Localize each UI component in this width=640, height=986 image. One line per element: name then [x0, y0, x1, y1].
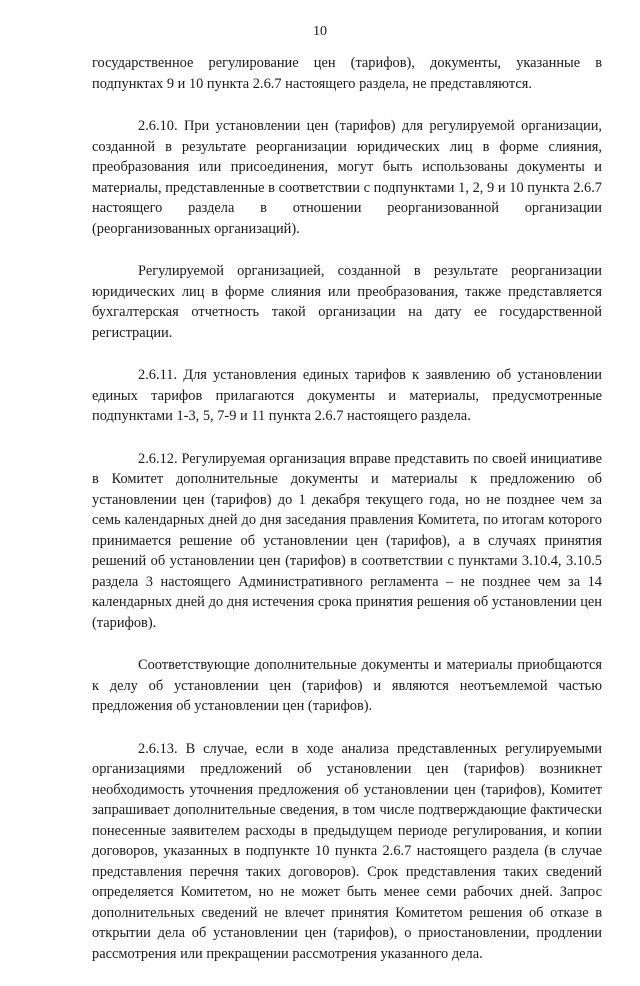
document-body: [92, 53, 602, 986]
paragraph-2-6-12: 2.6.12. Регулируемая организация вправе представить по своей инициативе в Комитет дополнительные документы и материалы к предложению об установлении цен (тарифов) до 1 декабря текущего года, но не позднее чем за семь календарных дней до дня заседания правления Комитета, по итогам которого принимается решение об установлении цен (тарифов), а в случаях принятия решений об установлении цен (тарифов) в соответствии с пунктами 3.10.4, 3.10.5 раздела 3 настоящего Административного регламента – не позднее чем за 14 календарных дней до дня истечения срока принятия решения об установлении цен (тарифов).: [92, 450, 602, 631]
paragraph-continuation: государственное регулирование цен (тарифов), документы, указанные в подпунктах 9 и 10 пункта 2.6.7 настоящего раздела, не представляются.: [92, 55, 602, 92]
paragraph-additional-materials: Соответствующие дополнительные документы и материалы приобщаются к делу об установлении цен (тарифов) и являются неотъемлемой частью предложения об установлении цен (тарифов).: [92, 657, 602, 714]
paragraph-2-6-10: 2.6.10. При установлении цен (тарифов) для регулируемой организации, созданной в результате реорганизации юридических лиц в форме слияния, преобразования или присоединения, могут быть использованы документы и материалы, представленные в соответствии с подпунктами 1, 2, 9 и 10 пункта 2.6.7 настоящего раздела в отношении реорганизованной организации (реорганизованных организаций).: [92, 118, 602, 237]
paragraph-2-6-13: 2.6.13. В случае, если в ходе анализа представленных регулируемыми организациями предложений об установлении цен (тарифов) возникнет необходимость уточнения предложения об установлении цен (тарифов), Комитет запрашивает дополнительные сведения, в том числе подтверждающие фактически понесенные заявителем расходы в предыдущем периоде регулирования, и копии договоров, указанных в подпункте 10 пункта 2.6.7 настоящего раздела (в случае представления перечня таких договоров). Срок представления таких сведений определяется Комитетом, но не может быть менее семи рабочих дней. Запрос дополнительных сведений не влечет принятия Комитетом решения об отказе в открытии дела об установлении цен (тарифов), о приостановлении, продлении рассмотрения или прекращении рассмотрения указанного дела.: [92, 740, 602, 962]
paragraph-reorganized-org: Регулируемой организацией, созданной в результате реорганизации юридических лиц в форме слияния или преобразования, также представляется бухгалтерская отчетность такой организации на дату ее государственной регистрации.: [92, 263, 602, 341]
paragraph-2-6-11: 2.6.11. Для установления единых тарифов к заявлению об установлении единых тарифов прилагаются документы и материалы, предусмотренные подпунктами 1-3, 5, 7-9 и 11 пункта 2.6.7 настоящего раздела.: [92, 367, 602, 424]
page-number: 10: [313, 24, 327, 39]
